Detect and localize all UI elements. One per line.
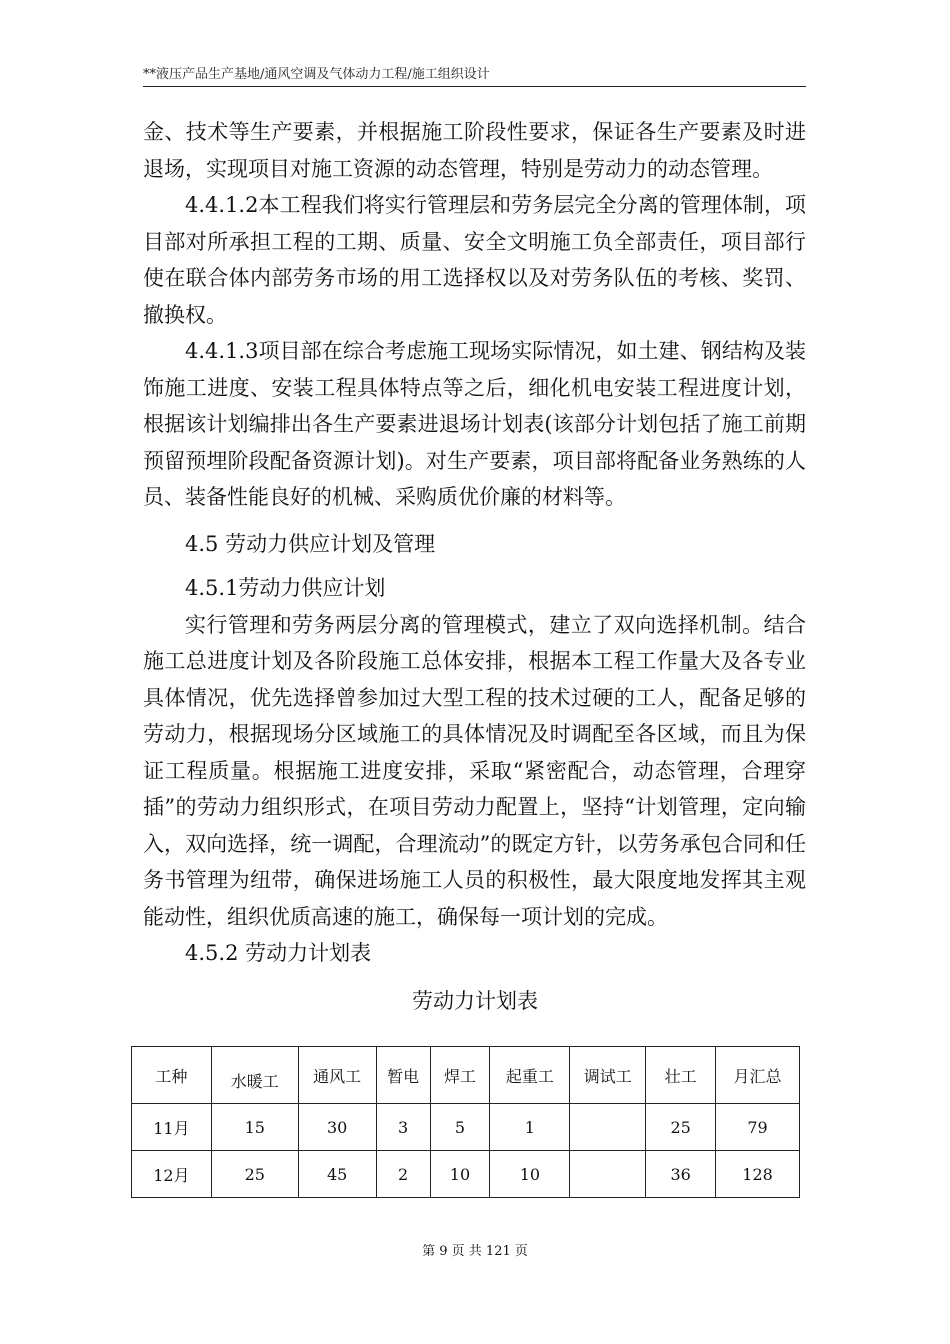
header-cell: 壮工	[646, 1047, 716, 1104]
header-cell: 调试工	[570, 1047, 646, 1104]
table-cell: 10	[490, 1151, 570, 1198]
table-cell: 12月	[132, 1151, 212, 1198]
header-cell: 工种	[132, 1047, 212, 1104]
body-text	[143, 114, 806, 972]
table-cell: 30	[298, 1104, 376, 1151]
table-cell: 15	[211, 1104, 298, 1151]
labor-plan-table	[131, 1046, 800, 1198]
table-row	[132, 1104, 800, 1151]
paragraph: 4.4.1.2本工程我们将实行管理层和劳务层完全分离的管理体制，项目部对所承担工程的工期、质量、安全文明施工负全部责任，项目部行使在联合体内部劳务市场的用工选择权以及对劳务队伍的考核、奖罚、撤换权。	[143, 193, 806, 327]
header-cell: 焊工	[430, 1047, 490, 1104]
table-cell	[570, 1151, 646, 1198]
table-cell	[570, 1104, 646, 1151]
paragraph: 实行管理和劳务两层分离的管理模式，建立了双向选择机制。结合施工总进度计划及各阶段施工总体安排，根据本工程工作量大及各专业具体情况，优先选择曾参加过大型工程的技术过硬的工人，配备足够的劳动力，根据现场分区域施工的具体情况及时调配至各区域，而且为保证工程质量。根据施工进度安排，采取“紧密配合，动态管理，合理穿插”的劳动力组织形式，在项目劳动力配置上，坚持“计划管理，定向输入，双向选择，统一调配，合理流动”的既定方针，以劳务承包合同和任务书管理为纽带，确保进场施工人员的积极性，最大限度地发挥其主观能动性，组织优质高速的施工，确保每一项计划的完成。	[143, 612, 806, 929]
table-title: 劳动力计划表	[412, 989, 538, 1013]
page-number: 第 9 页 共 121 页	[422, 1244, 528, 1259]
table-cell: 5	[430, 1104, 490, 1151]
paragraph: 4.4.1.3项目部在综合考虑施工现场实际情况，如土建、钢结构及装饰施工进度、安装工程具体特点等之后，细化机电安装工程进度计划，根据该计划编排出各生产要素进退场计划表(该部分计划包括了施工前期预留预埋阶段配备资源计划)。对生产要素，项目部将配备业务熟练的人员、装备性能良好的机械、采购质优价廉的材料等。	[143, 339, 806, 509]
table-cell: 2	[376, 1151, 430, 1198]
table-cell: 25	[211, 1151, 298, 1198]
table-cell: 3	[376, 1104, 430, 1151]
table-cell: 128	[716, 1151, 800, 1198]
subsection-heading: 4.5.1劳动力供应计划	[185, 576, 386, 600]
paragraph: 金、技术等生产要素，并根据施工阶段性要求，保证各生产要素及时进退场，实现项目对施工资源的动态管理，特别是劳动力的动态管理。	[143, 120, 806, 181]
section-heading: 4.5 劳动力供应计划及管理	[185, 531, 436, 556]
table-row	[132, 1151, 800, 1198]
header-cell: 通风工	[298, 1047, 376, 1104]
header-divider	[143, 86, 806, 87]
table-cell: 11月	[132, 1104, 212, 1151]
table-header-row	[132, 1047, 800, 1104]
running-header: **液压产品生产基地/通风空调及气体动力工程/施工组织设计	[143, 67, 490, 82]
header-cell: 月汇总	[716, 1047, 800, 1104]
header-cell: 水暖工	[211, 1047, 298, 1104]
table-cell: 10	[430, 1151, 490, 1198]
subsection-heading: 4.5.2 劳动力计划表	[185, 941, 372, 965]
table-cell: 45	[298, 1151, 376, 1198]
header-cell: 起重工	[490, 1047, 570, 1104]
table-cell: 25	[646, 1104, 716, 1151]
table-cell: 1	[490, 1104, 570, 1151]
table-cell: 79	[716, 1104, 800, 1151]
table-cell: 36	[646, 1151, 716, 1198]
header-cell: 暂电	[376, 1047, 430, 1104]
